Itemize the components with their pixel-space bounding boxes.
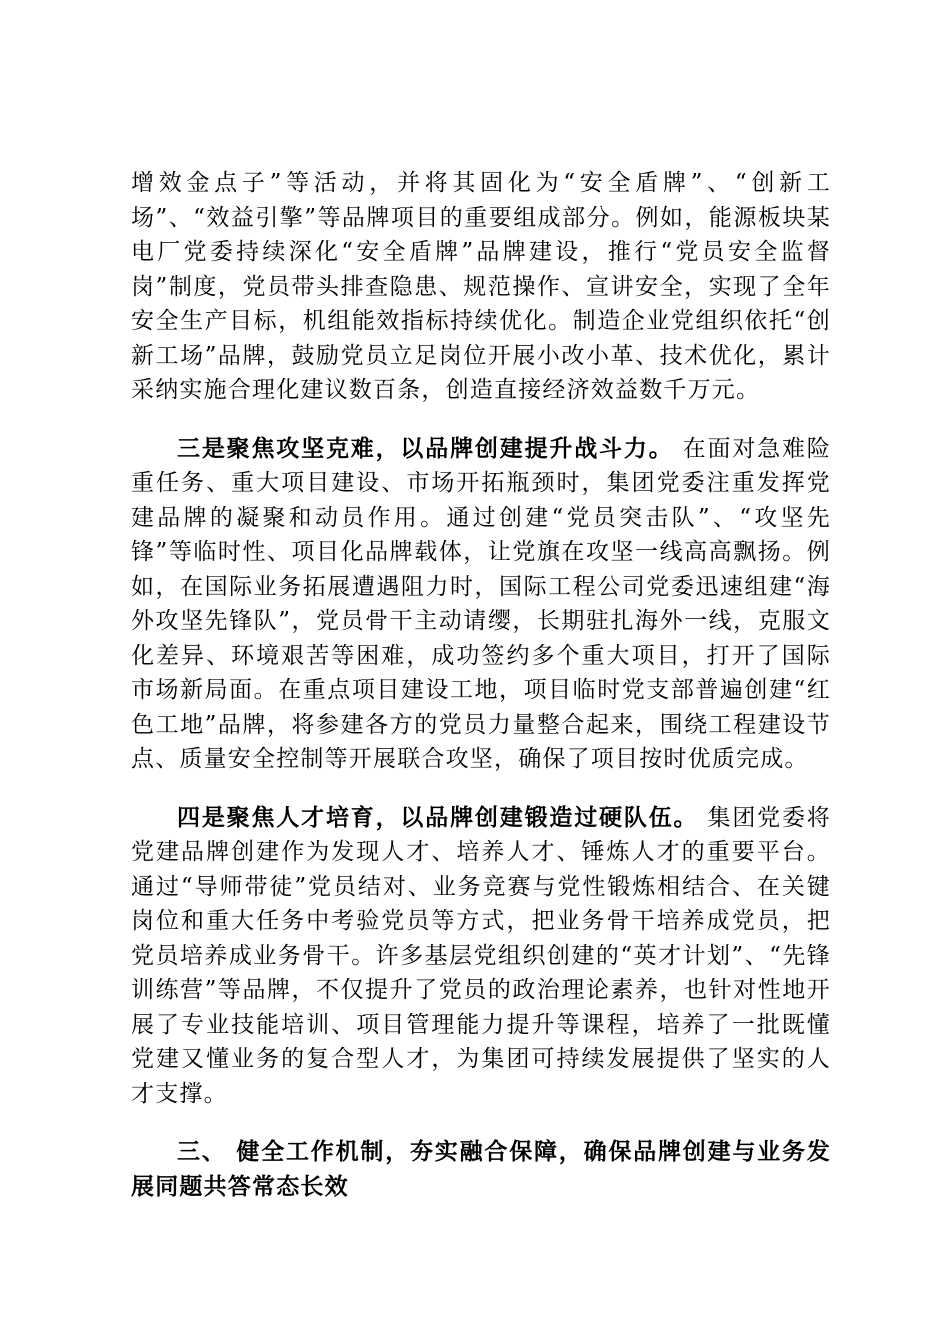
paragraph-point-three [131,432,831,777]
section-heading: 三、 健全工作机制，夯实融合保障，确保品牌创建与业务发展同题共答常态长效 [131,1138,831,1200]
paragraph-body: 增效金点子”等活动，并将其固化为“安全盾牌”、“创新工场”、“效益引擎”等品牌项目的重要组成部分。例如，能源板块某电厂党委持续深化“安全盾牌”品牌建设，推行“党员安全监督岗”制度，党员带头排查隐患、规范操作、宣讲安全，实现了全年安全生产目标，机组能效指标持续优化。制造企业党组织依托“创新工场”品牌，鼓励党员立足岗位开展小改小革、技术优化，累计采纳实施合理化建议数百条，创造直接经济效益数千万元。 [131,170,831,403]
document-page [131,166,831,1204]
paragraph-lead: 三是聚焦攻坚克难，以品牌创建提升战斗力。 [177,434,674,462]
paragraph-continuation [131,166,831,408]
paragraph-body: 在面对急难险重任务、重大项目建设、市场开拓瓶颈时，集团党委注重发挥党建品牌的凝聚和动员作用。通过创建“党员突击队”、“攻坚先锋”等临时性、项目化品牌载体，让党旗在攻坚一线高高飘扬。例如，在国际业务拓展遭遇阻力时，国际工程公司党委迅速组建“海外攻坚先锋队”，党员骨干主动请缨，长期驻扎海外一线，克服文化差异、环境艰苦等困难，成功签约多个重大项目，打开了国际市场新局面。在重点项目建设工地，项目临时党支部普遍创建“红色工地”品牌，将参建各方的党员力量整合起来，围绕工程建设节点、质量安全控制等开展联合攻坚，确保了项目按时优质完成。 [131,435,831,772]
paragraph-point-four [131,801,831,1112]
paragraph-body: 集团党委将党建品牌创建作为发现人才、培养人才、锤炼人才的重要平台。通过“导师带徒”党员结对、业务竞赛与党性锻炼相结合、在关键岗位和重大任务中考验党员等方式，把业务骨干培养成党员，把党员培养成业务骨干。许多基层党组织创建的“英才计划”、“先锋训练营”等品牌，不仅提升了党员的政治理论素养，也针对性地开展了专业技能培训、项目管理能力提升等课程，培养了一批既懂党建又懂业务的复合型人才，为集团可持续发展提供了坚实的人才支撑。 [131,804,832,1107]
paragraph-lead: 四是聚焦人才培育，以品牌创建锻造过硬队伍。 [177,803,699,831]
